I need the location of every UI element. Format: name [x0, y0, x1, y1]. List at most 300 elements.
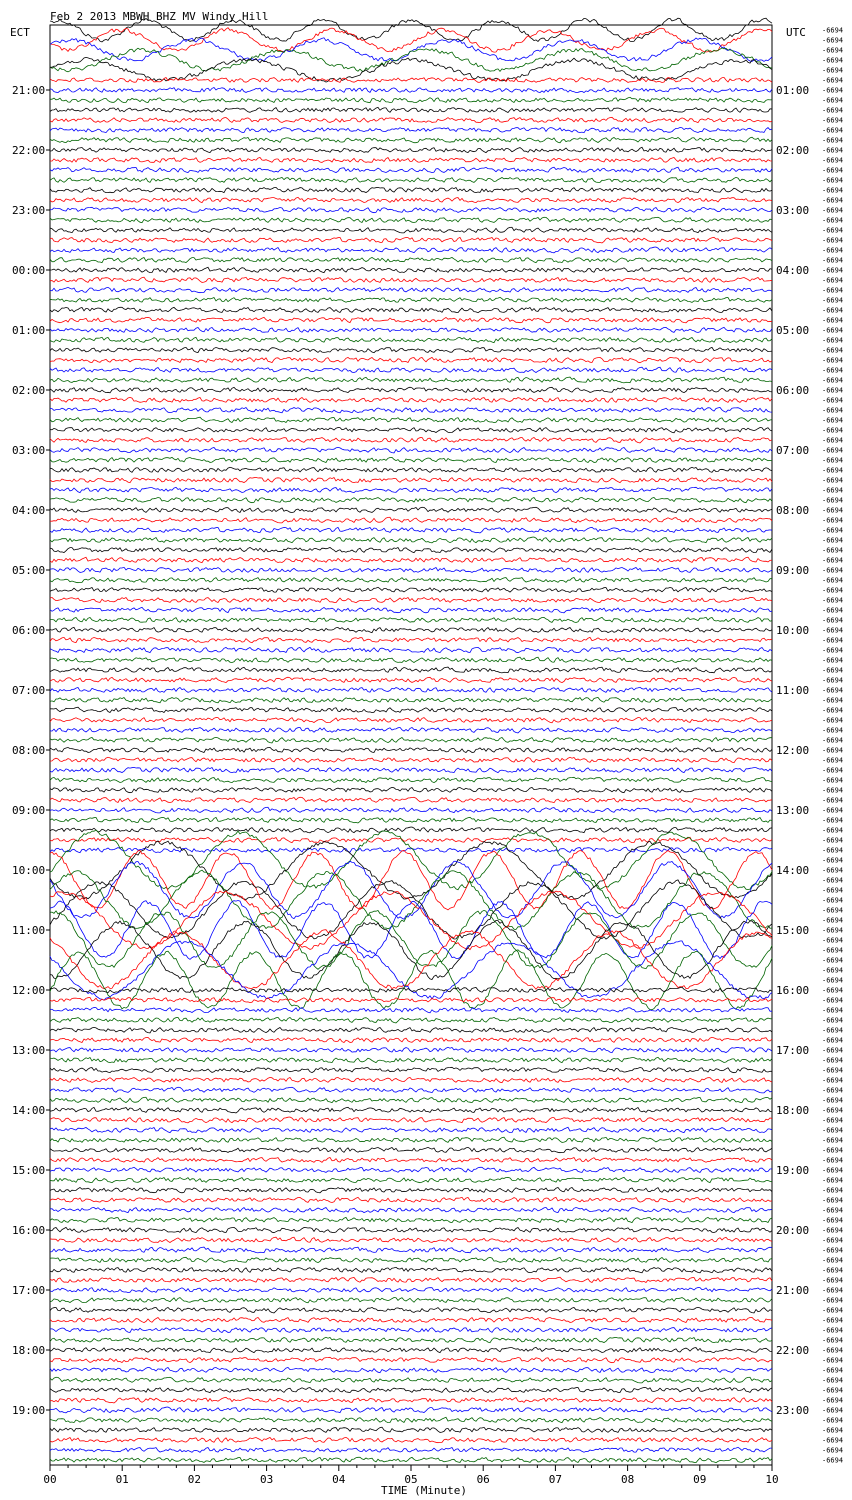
trace-row	[50, 687, 772, 692]
trace-row	[50, 548, 772, 553]
row-scale-label: -6694	[822, 1016, 844, 1025]
row-scale-label: -6694	[822, 216, 844, 225]
row-scale-label: -6694	[822, 766, 844, 775]
x-tick-label: 08	[620, 1473, 635, 1486]
row-scale-label: -6694	[822, 896, 844, 905]
row-scale-label: -6694	[822, 346, 844, 355]
row-scale-label: -6694	[822, 1186, 844, 1195]
row-scale-label: -6694	[822, 1206, 844, 1215]
right-hour-label: 08:00	[776, 504, 810, 517]
row-scale-label: -6694	[822, 606, 844, 615]
row-scale-label: -6694	[822, 926, 844, 935]
right-hour-label: 01:00	[776, 84, 810, 97]
row-scale-label: -6694	[822, 1116, 844, 1125]
trace-row	[50, 137, 772, 143]
row-scale-label: -6694	[822, 356, 844, 365]
trace-row	[50, 367, 772, 372]
left-hour-label: 17:00	[12, 1284, 46, 1297]
trace-row	[50, 1267, 772, 1273]
left-timezone-label: ECT	[10, 26, 30, 39]
row-scale-label: -6694	[822, 916, 844, 925]
row-scale-label: -6694	[822, 1416, 844, 1425]
trace-row	[50, 1327, 772, 1332]
trace-row	[50, 1137, 772, 1142]
trace-row	[50, 337, 772, 342]
left-hour-label: 11:00	[12, 924, 46, 937]
trace-row	[50, 657, 772, 662]
row-scale-label: -6694	[822, 636, 844, 645]
row-scale-label: -6694	[822, 756, 844, 765]
row-scale-label: -6694	[822, 866, 844, 875]
trace-row	[50, 1017, 772, 1023]
trace-row	[50, 578, 772, 583]
row-scale-label: -6694	[822, 326, 844, 335]
trace-row	[50, 1407, 772, 1413]
trace-row	[50, 727, 772, 733]
row-scale-label: -6694	[822, 196, 844, 205]
trace-row	[50, 347, 772, 352]
row-scale-label: -6694	[822, 1336, 844, 1345]
left-hour-label: 03:00	[12, 444, 46, 457]
left-hour-label: 22:00	[12, 144, 46, 157]
left-hour-label: 10:00	[12, 864, 46, 877]
row-scale-label: -6694	[822, 596, 844, 605]
row-scale-label: -6694	[822, 1276, 844, 1285]
right-hour-labels	[776, 84, 809, 1417]
trace-row	[50, 1158, 772, 1163]
row-scale-label: -6694	[822, 1096, 844, 1105]
trace-row	[50, 267, 772, 272]
trace-row	[50, 417, 772, 422]
row-scale-label: -6694	[822, 696, 844, 705]
row-scale-label: -6694	[822, 1346, 844, 1355]
trace-row	[50, 357, 772, 362]
left-hour-label: 05:00	[12, 564, 46, 577]
row-scale-label: -6694	[822, 1306, 844, 1315]
row-scale-label: -6694	[822, 486, 844, 495]
trace-row	[50, 1377, 772, 1383]
trace-row	[50, 128, 772, 133]
trace-row	[50, 1047, 772, 1052]
row-scale-label: -6694	[822, 616, 844, 625]
trace-row	[50, 1447, 772, 1452]
trace-row	[50, 1237, 772, 1242]
trace-row	[50, 637, 772, 642]
left-hour-label: 07:00	[12, 684, 46, 697]
row-scale-label: -6694	[822, 1056, 844, 1065]
row-scale-labels	[822, 27, 843, 1465]
trace-row	[50, 950, 772, 1010]
row-scale-label: -6694	[822, 176, 844, 185]
right-hour-label: 06:00	[776, 384, 810, 397]
row-scale-label: -6694	[822, 776, 844, 785]
trace-row	[50, 1207, 772, 1212]
row-scale-label: -6694	[822, 546, 844, 555]
row-scale-label: -6694	[822, 96, 844, 105]
trace-row	[50, 767, 772, 772]
trace-row	[50, 408, 772, 413]
x-tick-label: 03	[259, 1473, 274, 1486]
row-scale-label: -6694	[822, 786, 844, 795]
row-scale-label: -6694	[822, 56, 844, 65]
trace-row	[50, 718, 772, 723]
left-hour-label: 18:00	[12, 1344, 46, 1357]
row-scale-label: -6694	[822, 246, 844, 255]
trace-row	[50, 507, 772, 512]
left-hour-label: 23:00	[12, 204, 46, 217]
trace-row	[50, 1087, 772, 1093]
row-scale-label: -6694	[822, 556, 844, 565]
row-scale-label: -6694	[822, 136, 844, 145]
row-scale-label: -6694	[822, 1046, 844, 1055]
row-scale-label: -6694	[822, 386, 844, 395]
trace-row	[50, 147, 772, 152]
chart-title: Feb 2 2013 MBWH BHZ MV Windy Hill	[50, 10, 269, 23]
trace-row	[50, 1107, 772, 1113]
row-scale-label: -6694	[822, 956, 844, 965]
trace-row	[50, 1257, 772, 1262]
right-hour-label: 10:00	[776, 624, 810, 637]
left-hour-label: 08:00	[12, 744, 46, 757]
row-scale-label: -6694	[822, 1406, 844, 1415]
trace-row	[50, 117, 772, 122]
trace-row	[50, 437, 772, 443]
trace-row	[50, 527, 772, 533]
row-scale-label: -6694	[822, 156, 844, 165]
right-hour-label: 15:00	[776, 924, 810, 937]
right-hour-label: 17:00	[776, 1044, 810, 1057]
row-scale-label: -6694	[822, 796, 844, 805]
row-scale-label: -6694	[822, 186, 844, 195]
row-scale-label: -6694	[822, 936, 844, 945]
row-scale-label: -6694	[822, 846, 844, 855]
right-hour-label: 22:00	[776, 1344, 810, 1357]
right-hour-label: 21:00	[776, 1284, 810, 1297]
trace-row	[50, 1317, 772, 1322]
trace-row	[50, 1097, 772, 1102]
trace-row	[50, 287, 772, 292]
trace-row	[50, 207, 772, 212]
left-hour-label: 19:00	[12, 1404, 46, 1417]
trace-row	[50, 698, 772, 703]
right-hour-label: 20:00	[776, 1224, 810, 1237]
trace-row	[50, 158, 772, 163]
trace-row	[50, 861, 772, 919]
row-scale-label: -6694	[822, 526, 844, 535]
row-scale-label: -6694	[822, 506, 844, 515]
row-scale-label: -6694	[822, 816, 844, 825]
trace-row	[50, 557, 772, 562]
trace-row	[50, 38, 772, 62]
row-scale-label: -6694	[822, 886, 844, 895]
row-scale-label: -6694	[822, 286, 844, 295]
right-hour-label: 19:00	[776, 1164, 810, 1177]
trace-row	[50, 1177, 772, 1182]
left-hour-label: 21:00	[12, 84, 46, 97]
row-scale-label: -6694	[822, 396, 844, 405]
row-scale-label: -6694	[822, 1246, 844, 1255]
trace-row	[50, 807, 772, 813]
row-scale-label: -6694	[822, 46, 844, 55]
row-scale-label: -6694	[822, 686, 844, 695]
trace-row	[50, 107, 772, 112]
trace-group	[50, 18, 772, 1463]
trace-row	[50, 797, 772, 802]
x-tick-label: 00	[43, 1473, 57, 1486]
trace-row	[50, 737, 772, 743]
trace-row	[50, 817, 772, 823]
row-scale-label: -6694	[822, 1176, 844, 1185]
trace-row	[50, 517, 772, 523]
row-scale-label: -6694	[822, 876, 844, 885]
trace-row	[50, 627, 772, 632]
x-tick-label: 02	[187, 1473, 202, 1486]
trace-row	[50, 1057, 772, 1062]
row-scale-label: -6694	[822, 206, 844, 215]
row-scale-label: -6694	[822, 376, 844, 385]
trace-row	[50, 1067, 772, 1072]
right-hour-label: 11:00	[776, 684, 810, 697]
left-hour-label: 06:00	[12, 624, 46, 637]
trace-row	[50, 1197, 772, 1202]
row-scale-label: -6694	[822, 146, 844, 155]
trace-row	[50, 1217, 772, 1222]
row-scale-label: -6694	[822, 266, 844, 275]
row-scale-label: -6694	[822, 736, 844, 745]
trace-row	[50, 1008, 772, 1013]
trace-row	[50, 1227, 772, 1232]
left-hour-label: 13:00	[12, 1044, 46, 1057]
trace-row	[50, 387, 772, 393]
row-scale-label: -6694	[822, 1006, 844, 1015]
trace-row	[50, 1437, 772, 1442]
row-scale-label: -6694	[822, 276, 844, 285]
trace-row	[50, 327, 772, 332]
row-scale-label: -6694	[822, 426, 844, 435]
row-scale-label: -6694	[822, 476, 844, 485]
trace-row	[50, 1077, 772, 1082]
trace-row	[50, 467, 772, 472]
row-scale-label: -6694	[822, 86, 844, 95]
trace-row	[50, 757, 772, 762]
trace-row	[50, 891, 772, 950]
trace-row	[50, 1427, 772, 1432]
trace-row	[50, 827, 772, 833]
right-timezone-label: UTC	[786, 26, 806, 39]
row-scale-label: -6694	[822, 456, 844, 465]
row-scale-label: -6694	[822, 1196, 844, 1205]
trace-row	[50, 237, 772, 243]
row-scale-label: -6694	[822, 436, 844, 445]
trace-row	[50, 537, 772, 543]
row-scale-label: -6694	[822, 1376, 844, 1385]
row-scale-label: -6694	[822, 746, 844, 755]
left-hour-label: 02:00	[12, 384, 46, 397]
trace-row	[50, 920, 772, 979]
trace-row	[50, 1397, 772, 1403]
trace-row	[50, 1117, 772, 1123]
x-tick-label: 04	[332, 1473, 346, 1486]
trace-row	[50, 487, 772, 492]
trace-row	[50, 567, 772, 572]
trace-row	[50, 428, 772, 433]
trace-row	[50, 497, 772, 502]
trace-row	[50, 258, 772, 263]
trace-row	[50, 397, 772, 402]
row-scale-label: -6694	[822, 676, 844, 685]
right-hour-label: 13:00	[776, 804, 810, 817]
right-hour-label: 14:00	[776, 864, 810, 877]
row-scale-label: -6694	[822, 1126, 844, 1135]
trace-row	[50, 1037, 772, 1042]
trace-row	[50, 1417, 772, 1422]
left-hour-label: 00:00	[12, 264, 46, 277]
row-scale-label: -6694	[822, 1076, 844, 1085]
trace-row	[50, 747, 772, 752]
trace-row	[50, 297, 772, 302]
row-scale-label: -6694	[822, 996, 844, 1005]
trace-row	[50, 1247, 772, 1253]
row-scale-label: -6694	[822, 1446, 844, 1455]
row-scale-label: -6694	[822, 1106, 844, 1115]
row-scale-label: -6694	[822, 516, 844, 525]
left-hour-label: 09:00	[12, 804, 46, 817]
row-scale-label: -6694	[822, 1386, 844, 1395]
row-scale-label: -6694	[822, 1436, 844, 1445]
row-scale-label: -6694	[822, 576, 844, 585]
row-scale-label: -6694	[822, 1456, 844, 1465]
row-scale-label: -6694	[822, 26, 844, 35]
row-scale-label: -6694	[822, 1366, 844, 1375]
right-hour-label: 16:00	[776, 984, 810, 997]
row-scale-label: -6694	[822, 726, 844, 735]
trace-row	[50, 217, 772, 222]
trace-row	[50, 1457, 772, 1462]
row-scale-label: -6694	[822, 976, 844, 985]
right-hour-label: 05:00	[776, 324, 810, 337]
row-scale-label: -6694	[822, 166, 844, 175]
x-tick-label: 09	[693, 1473, 707, 1486]
x-tick-label: 01	[115, 1473, 129, 1486]
trace-row	[50, 177, 772, 182]
right-hour-label: 03:00	[776, 204, 810, 217]
trace-row	[50, 1387, 772, 1392]
right-hour-label: 12:00	[776, 744, 810, 757]
x-tick-label: 06	[476, 1473, 490, 1486]
trace-row	[50, 1337, 772, 1342]
trace-row	[50, 457, 772, 462]
row-scale-label: -6694	[822, 416, 844, 425]
trace-row	[50, 1307, 772, 1313]
row-scale-label: -6694	[822, 1036, 844, 1045]
trace-row	[50, 377, 772, 383]
left-hour-labels	[12, 84, 50, 1417]
row-scale-label: -6694	[822, 446, 844, 455]
trace-row	[50, 667, 772, 673]
trace-row	[50, 477, 772, 482]
row-scale-label: -6694	[822, 666, 844, 675]
row-scale-label: -6694	[822, 1286, 844, 1295]
row-scale-label: -6694	[822, 1316, 844, 1325]
row-scale-label: -6694	[822, 296, 844, 305]
trace-row	[50, 167, 772, 172]
row-scale-label: -6694	[822, 496, 844, 505]
row-scale-label: -6694	[822, 966, 844, 975]
trace-row	[50, 227, 772, 233]
trace-row	[50, 1188, 772, 1193]
row-scale-label: -6694	[822, 1426, 844, 1435]
left-hour-label: 14:00	[12, 1104, 46, 1117]
row-scale-label: -6694	[822, 536, 844, 545]
x-axis-label: TIME (Minute)	[380, 1484, 468, 1497]
row-scale-label: -6694	[822, 626, 844, 635]
trace-row	[50, 1277, 772, 1282]
right-hour-label: 23:00	[776, 1404, 810, 1417]
row-scale-label: -6694	[822, 1166, 844, 1175]
trace-row	[50, 1367, 772, 1372]
trace-row	[50, 777, 772, 782]
row-scale-label: -6694	[822, 1226, 844, 1235]
row-scale-label: -6694	[822, 66, 844, 75]
row-scale-label: -6694	[822, 1296, 844, 1305]
row-scale-label: -6694	[822, 1146, 844, 1155]
trace-row	[50, 870, 772, 929]
row-scale-label: -6694	[822, 1256, 844, 1265]
row-scale-label: -6694	[822, 306, 844, 315]
trace-row	[50, 1347, 772, 1352]
row-scale-label: -6694	[822, 336, 844, 345]
right-hour-label: 04:00	[776, 264, 810, 277]
row-scale-label: -6694	[822, 856, 844, 865]
row-scale-label: -6694	[822, 76, 844, 85]
x-tick-label: 07	[548, 1473, 563, 1486]
trace-row	[50, 1127, 772, 1132]
trace-row	[50, 187, 772, 192]
row-scale-label: -6694	[822, 716, 844, 725]
row-scale-label: -6694	[822, 906, 844, 915]
right-hour-label: 07:00	[776, 444, 810, 457]
trace-row	[50, 317, 772, 322]
row-scale-label: -6694	[822, 1026, 844, 1035]
trace-row	[50, 307, 772, 312]
row-scale-label: -6694	[822, 106, 844, 115]
right-hour-label: 18:00	[776, 1104, 810, 1117]
row-scale-label: -6694	[822, 656, 844, 665]
trace-row	[50, 197, 772, 202]
row-scale-label: -6694	[822, 256, 844, 265]
row-scale-label: -6694	[822, 1156, 844, 1165]
left-hour-label: 01:00	[12, 324, 46, 337]
trace-row	[50, 277, 772, 282]
trace-row	[50, 447, 772, 453]
trace-row	[50, 1288, 772, 1293]
row-scale-label: -6694	[822, 1216, 844, 1225]
trace-row	[50, 1027, 772, 1033]
trace-row	[50, 597, 772, 602]
trace-row	[50, 1298, 772, 1303]
trace-row	[50, 587, 772, 592]
trace-row	[50, 607, 772, 612]
row-scale-label: -6694	[822, 1136, 844, 1145]
row-scale-label: -6694	[822, 1396, 844, 1405]
row-scale-label: -6694	[822, 466, 844, 475]
row-scale-label: -6694	[822, 566, 844, 575]
row-scale-label: -6694	[822, 116, 844, 125]
row-scale-label: -6694	[822, 366, 844, 375]
trace-row	[50, 1167, 772, 1172]
right-hour-label: 09:00	[776, 564, 810, 577]
left-hour-label: 12:00	[12, 984, 46, 997]
